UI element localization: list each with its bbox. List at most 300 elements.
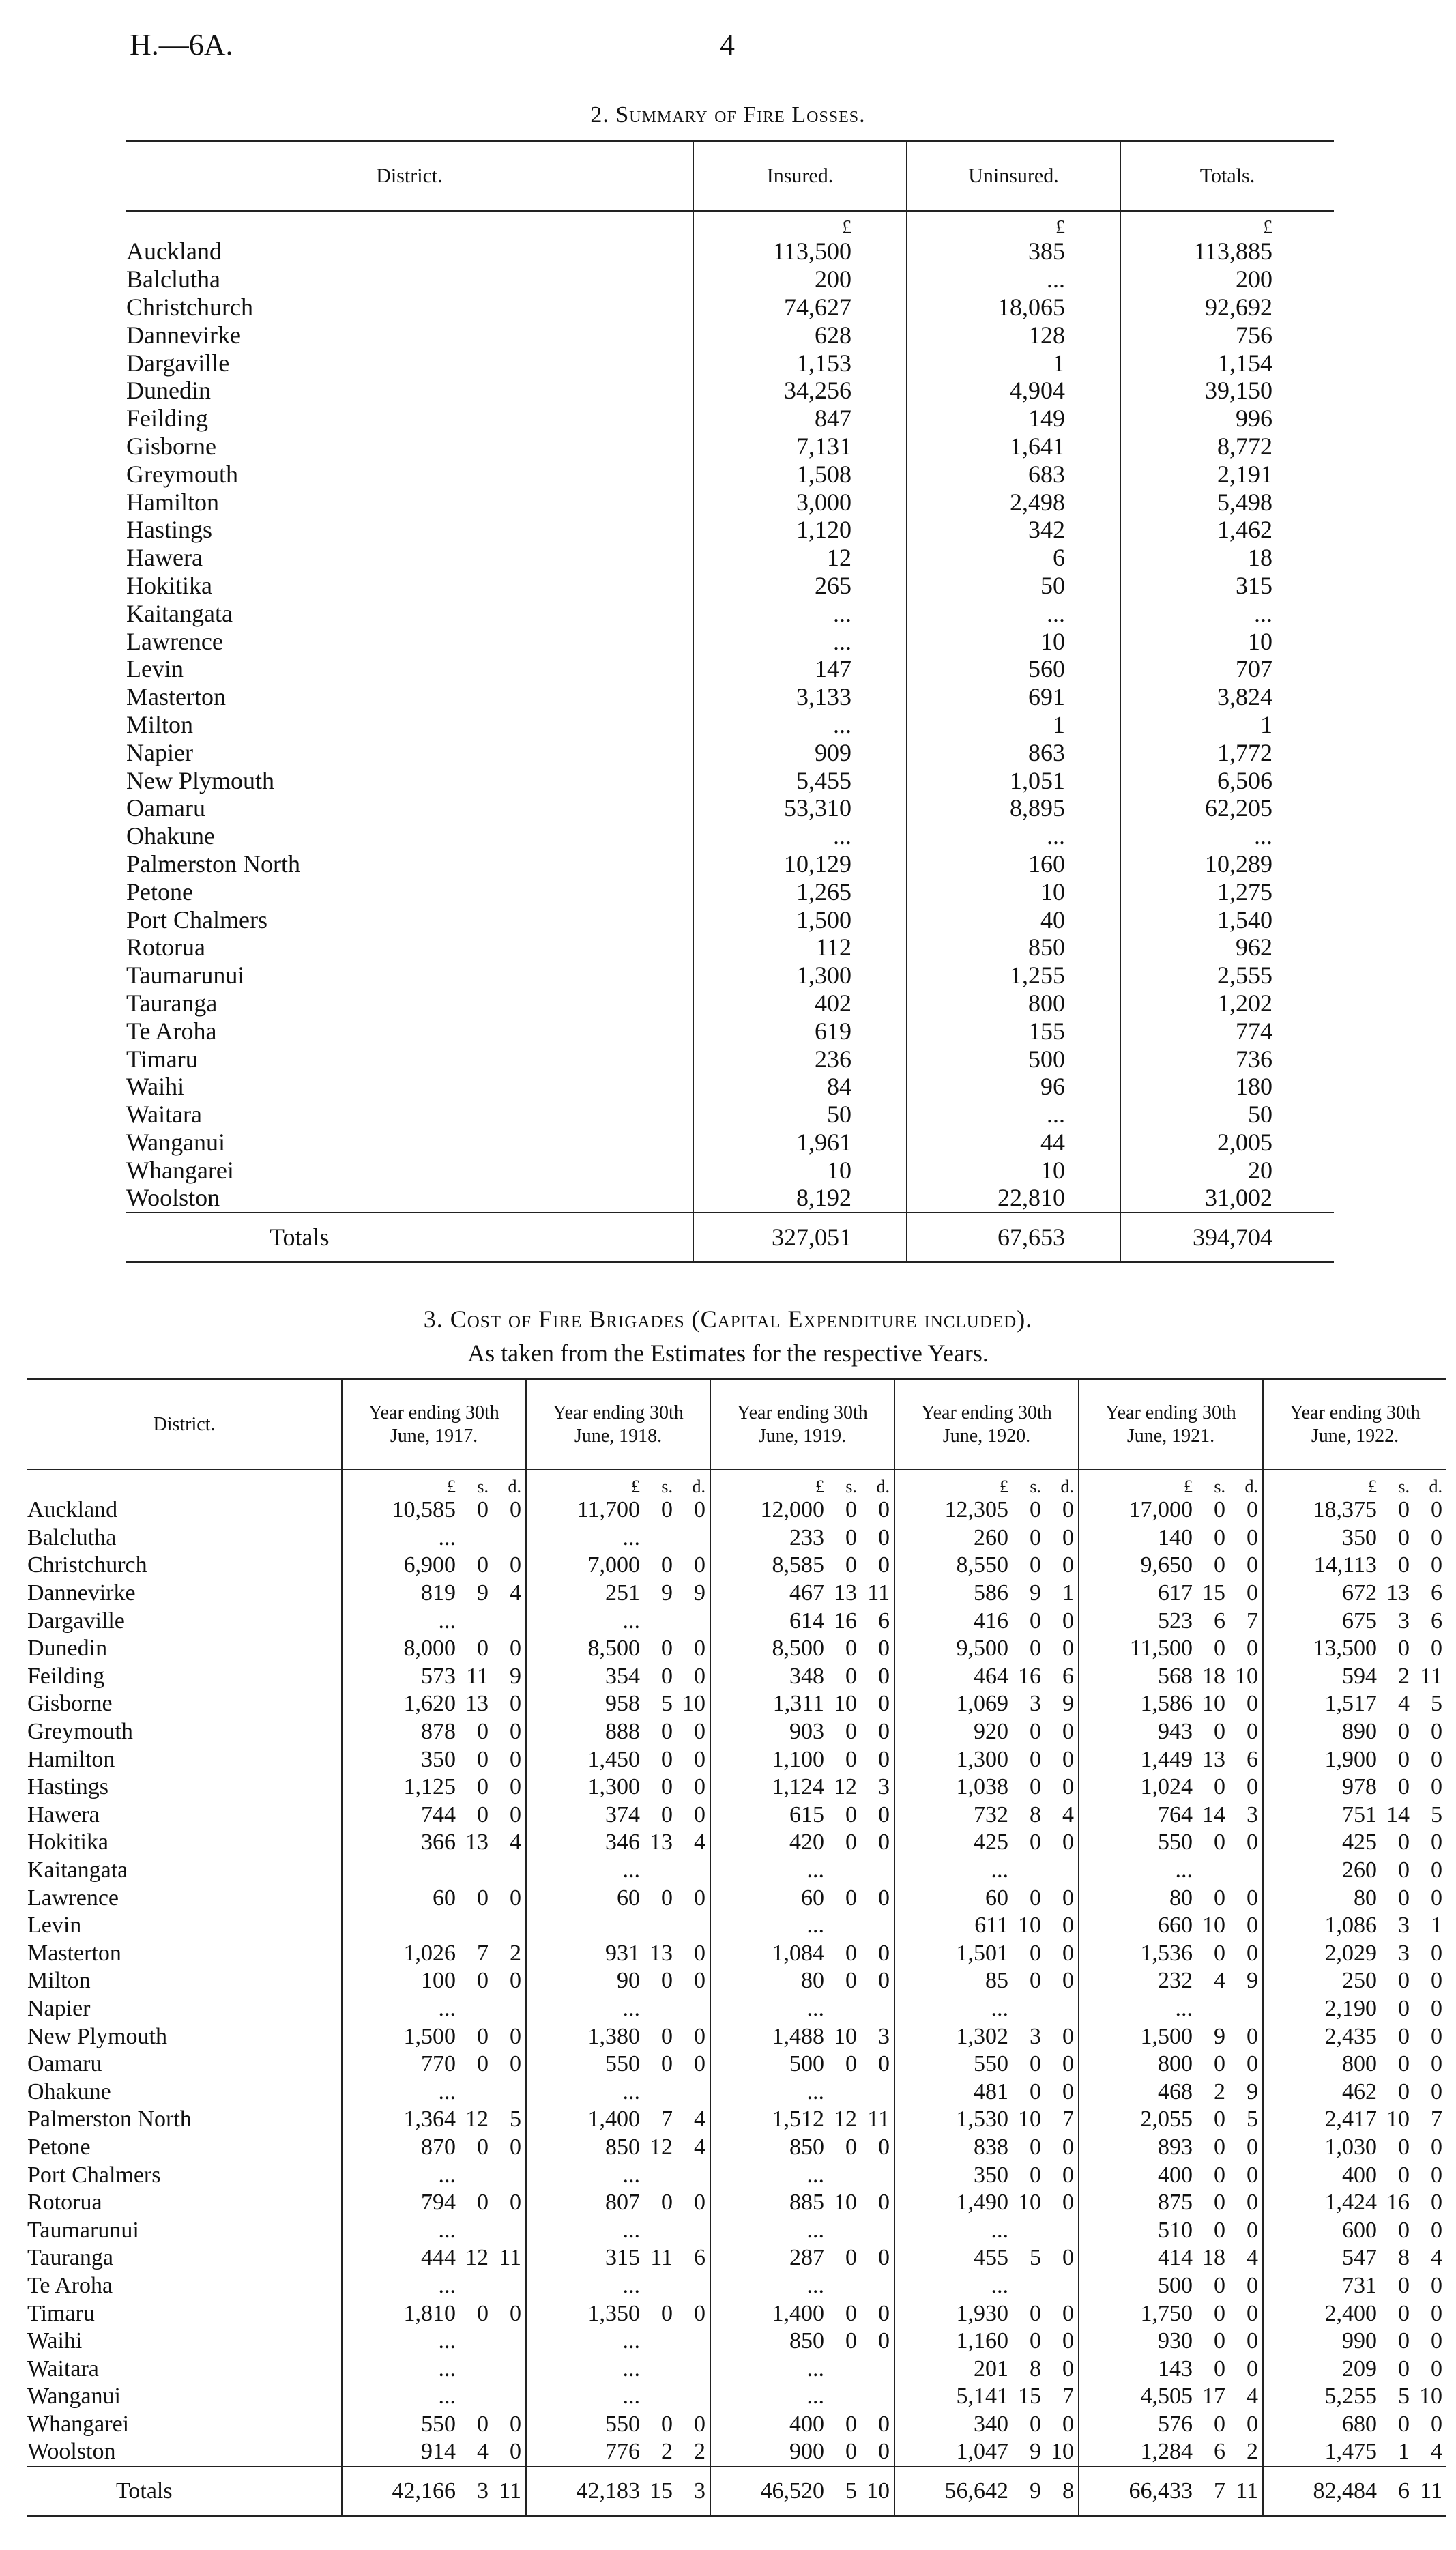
pence-cell: 0	[1062, 1829, 1074, 1855]
district-cell	[126, 961, 693, 989]
district-cell: Masterton	[27, 1940, 121, 1966]
pounds-cell: 13,500	[1263, 1635, 1377, 1663]
pounds-cell: 550	[894, 2051, 1008, 2078]
district-cell	[126, 1017, 693, 1045]
table-row	[27, 1857, 1446, 1885]
pence-cell: 1	[1062, 1580, 1074, 1606]
totals-row	[126, 1213, 1334, 1262]
pounds-cell: 455	[894, 2244, 1008, 2272]
pence-cell: 2	[510, 1940, 521, 1966]
shillings-cell: 13	[650, 1829, 673, 1855]
pounds-cell: 10,585	[342, 1496, 456, 1524]
pounds-cell: ...	[894, 1857, 1008, 1885]
pence-cell	[857, 2272, 894, 2300]
shillings-total: 15	[640, 2467, 673, 2517]
uninsured-cell: 1,641	[907, 433, 1120, 461]
district-cell	[126, 627, 693, 655]
district-name: New Plymouth	[126, 766, 275, 794]
uninsured-cell: 155	[907, 1017, 1120, 1045]
insured-cell: 265	[693, 572, 907, 600]
pence-cell	[857, 2078, 894, 2106]
pence-cell: 0	[1062, 2051, 1074, 2077]
unit-pence: d.	[692, 1477, 705, 1496]
pounds-total: 42,183	[526, 2467, 640, 2517]
shillings-cell: 0	[845, 1746, 857, 1772]
uninsured-cell: 4,904	[907, 377, 1120, 405]
district-name: Napier	[126, 738, 193, 766]
pence-cell: 0	[1431, 2217, 1442, 2243]
shillings-cell	[824, 1995, 857, 2023]
pounds-cell: ...	[342, 2161, 456, 2189]
pence-cell	[857, 2216, 894, 2244]
shillings-cell	[640, 1995, 673, 2023]
pence-cell	[673, 2078, 710, 2106]
col-district: District.	[126, 141, 693, 212]
pounds-cell: 420	[710, 1829, 824, 1857]
pounds-cell: ...	[710, 2383, 824, 2411]
pounds-cell: 914	[342, 2438, 456, 2467]
total-cell: 10	[1120, 627, 1334, 655]
insured-cell: 147	[693, 655, 907, 683]
pence-cell: 0	[878, 1663, 890, 1689]
pence-cell: 0	[1247, 1885, 1258, 1911]
col-year: Year ending 30th June, 1921.	[1079, 1380, 1263, 1470]
shillings-cell: 0	[1398, 1829, 1410, 1855]
shillings-cell: 0	[1030, 1885, 1041, 1911]
currency-label: £	[907, 211, 1120, 237]
pounds-cell: 8,000	[342, 1635, 456, 1663]
pence-cell: 7	[1062, 2384, 1074, 2409]
brigade-cost-body	[27, 1470, 1446, 2516]
shillings-cell: 0	[661, 1774, 673, 1800]
pence-cell: 9	[694, 1580, 705, 1606]
pounds-cell: 5,255	[1263, 2383, 1377, 2411]
shillings-cell	[640, 1912, 673, 1940]
pence-cell: 0	[878, 1885, 890, 1911]
pounds-cell: 8,585	[710, 1552, 824, 1580]
shillings-cell	[640, 2383, 673, 2411]
pounds-cell: 1,536	[1079, 1940, 1193, 1968]
pence-cell: 0	[878, 2300, 890, 2326]
pounds-cell: ...	[342, 1607, 456, 1635]
pounds-cell: ...	[710, 2272, 824, 2300]
pence-cell: 7	[1247, 1608, 1258, 1634]
pence-cell: 5	[1431, 1801, 1442, 1827]
district-cell: Ohakune	[27, 2078, 111, 2104]
pence-cell: 0	[878, 1940, 890, 1966]
district-name: Hokitika	[126, 571, 212, 599]
shillings-cell: 0	[1030, 1940, 1041, 1966]
insured-cell: 1,500	[693, 905, 907, 933]
shillings-cell: 11	[650, 2245, 673, 2271]
table-row	[126, 293, 1334, 321]
fire-losses-body	[126, 211, 1334, 1262]
table-row	[126, 933, 1334, 961]
district-cell: New Plymouth	[27, 2023, 167, 2049]
shillings-cell: 0	[1214, 1774, 1225, 1800]
shillings-cell	[456, 2383, 489, 2411]
totals-label: Totals	[126, 1213, 693, 1262]
district-name: Gisborne	[126, 432, 216, 460]
col-district: District.	[27, 1380, 342, 1470]
pence-cell: 4	[510, 1829, 521, 1855]
pounds-cell: 885	[710, 2189, 824, 2217]
table-row	[27, 2328, 1446, 2356]
shillings-cell: 17	[1202, 2384, 1225, 2409]
col-insured: Insured.	[693, 141, 907, 212]
total-cell: 2,191	[1120, 460, 1334, 488]
pence-cell: 0	[1431, 1636, 1442, 1662]
pence-cell: 0	[1062, 2023, 1074, 2049]
pence-cell	[673, 2383, 710, 2411]
shillings-cell: 5	[1398, 2384, 1410, 2409]
shillings-cell: 0	[1398, 1857, 1410, 1883]
uninsured-cell: 149	[907, 405, 1120, 433]
pounds-cell: ...	[710, 1995, 824, 2023]
pounds-cell: 8,500	[710, 1635, 824, 1663]
table-row	[27, 1829, 1446, 1857]
district-cell	[126, 572, 693, 600]
unit-pence: d.	[876, 1477, 890, 1496]
pence-cell: 0	[694, 2300, 705, 2326]
pence-cell: 0	[1431, 2300, 1442, 2326]
table-row	[27, 1690, 1446, 1718]
pence-cell: 0	[1431, 1885, 1442, 1911]
pounds-cell: 60	[894, 1884, 1008, 1912]
unit-pence: d.	[1060, 1477, 1074, 1496]
table-row	[126, 1129, 1334, 1157]
shillings-cell: 0	[845, 2245, 857, 2271]
district-cell: Hokitika	[27, 1829, 108, 1855]
district-cell: Petone	[27, 2134, 91, 2160]
district-cell	[126, 544, 693, 572]
table-row	[27, 1663, 1446, 1691]
shillings-cell: 0	[1398, 2162, 1410, 2188]
shillings-cell: 0	[1398, 2134, 1410, 2160]
shillings-cell	[640, 2328, 673, 2356]
shillings-cell: 0	[477, 2134, 489, 2160]
pounds-cell: ...	[342, 2328, 456, 2356]
pence-cell: 0	[1431, 1995, 1442, 2021]
shillings-cell: 13	[465, 1829, 489, 1855]
district-name: Waitara	[126, 1101, 203, 1129]
shillings-cell: 0	[661, 2300, 673, 2326]
pounds-cell: 7,000	[526, 1552, 640, 1580]
district-cell	[126, 794, 693, 822]
pence-cell: 0	[1062, 2134, 1074, 2160]
pounds-cell: 60	[526, 1884, 640, 1912]
pence-total: 11	[1225, 2467, 1263, 2517]
table-row	[27, 2161, 1446, 2189]
district-cell: Waitara	[27, 2356, 99, 2381]
shillings-cell: 10	[834, 1691, 857, 1717]
pence-cell: 0	[1247, 1497, 1258, 1523]
pounds-cell: 467	[710, 1580, 824, 1608]
shillings-cell: 1	[1398, 2439, 1410, 2465]
pounds-cell: 251	[526, 1580, 640, 1608]
shillings-cell: 0	[845, 2300, 857, 2326]
shillings-cell	[1008, 1857, 1041, 1885]
shillings-cell: 12	[650, 2134, 673, 2160]
uninsured-cell: 6	[907, 544, 1120, 572]
pence-cell: 0	[1062, 1608, 1074, 1634]
pence-cell: 0	[1247, 1691, 1258, 1717]
pounds-cell	[526, 1912, 640, 1940]
fire-losses-table	[126, 140, 1334, 1263]
shillings-cell: 9	[1214, 2023, 1225, 2049]
pence-cell: 0	[1247, 1552, 1258, 1578]
insured-cell: 50	[693, 1101, 907, 1129]
shillings-cell: 0	[661, 1497, 673, 1523]
pence-cell: 0	[1247, 1719, 1258, 1745]
pounds-cell: 850	[710, 2134, 824, 2162]
shillings-cell	[456, 2355, 489, 2383]
pence-cell: 0	[1431, 2078, 1442, 2104]
shillings-cell: 0	[661, 1663, 673, 1689]
pence-cell: 4	[510, 1580, 521, 1606]
col-uninsured: Uninsured.	[907, 141, 1120, 212]
shillings-cell: 0	[477, 2190, 489, 2216]
pounds-cell: 85	[894, 1967, 1008, 1995]
table-row	[126, 1101, 1334, 1129]
pence-cell: 0	[1062, 1913, 1074, 1939]
shillings-cell: 10	[1018, 1913, 1041, 1939]
pence-cell: 0	[878, 1968, 890, 1994]
pounds-cell: 900	[710, 2438, 824, 2467]
pence-cell: 0	[1247, 1774, 1258, 1800]
shillings-cell: 0	[1030, 1746, 1041, 1772]
pounds-cell: 1,364	[342, 2106, 456, 2134]
pence-cell: 0	[1062, 2245, 1074, 2271]
district-cell: Hawera	[27, 1801, 100, 1827]
pounds-cell: 1,030	[1263, 2134, 1377, 2162]
pence-cell: 0	[878, 1552, 890, 1578]
pounds-cell: 523	[1079, 1607, 1193, 1635]
shillings-cell: 0	[845, 2328, 857, 2354]
pence-cell: 0	[878, 1829, 890, 1855]
shillings-cell: 0	[845, 1801, 857, 1827]
pence-cell	[673, 1607, 710, 1635]
district-cell	[126, 933, 693, 961]
shillings-cell: 0	[477, 1719, 489, 1745]
pounds-cell: 464	[894, 1663, 1008, 1691]
pounds-cell: 18,375	[1263, 1496, 1377, 1524]
pence-cell	[857, 2355, 894, 2383]
shillings-cell: 0	[1398, 2217, 1410, 2243]
pence-cell: 0	[1431, 1774, 1442, 1800]
total-cell: 962	[1120, 933, 1334, 961]
totals-label: Totals	[27, 2467, 342, 2517]
shillings-cell: 0	[1398, 2051, 1410, 2077]
pence-cell: 6	[1062, 1663, 1074, 1689]
pounds-cell: 870	[342, 2134, 456, 2162]
pounds-cell: 143	[1079, 2355, 1193, 2383]
shillings-cell: 0	[1214, 2134, 1225, 2160]
district-cell	[126, 738, 693, 766]
district-name: Greymouth	[126, 460, 238, 488]
pounds-cell: ...	[710, 2161, 824, 2189]
pounds-cell: 250	[1263, 1967, 1377, 1995]
district-cell: Milton	[27, 1968, 91, 1994]
district-cell: Balclutha	[27, 1524, 117, 1550]
pence-cell: 4	[1431, 2439, 1442, 2465]
pounds-cell: ...	[526, 1607, 640, 1635]
shillings-cell: 0	[845, 1524, 857, 1550]
pounds-cell: 9,500	[894, 1635, 1008, 1663]
pounds-cell: 807	[526, 2189, 640, 2217]
shillings-cell: 0	[661, 1746, 673, 1772]
pounds-cell: 1,047	[894, 2438, 1008, 2467]
pounds-cell: 943	[1079, 1718, 1193, 1746]
district-cell	[126, 237, 693, 265]
pounds-cell: 1,488	[710, 2023, 824, 2051]
shillings-cell	[456, 2328, 489, 2356]
uninsured-cell: 18,065	[907, 293, 1120, 321]
pounds-cell: ...	[342, 2216, 456, 2244]
pence-cell: 0	[1247, 2272, 1258, 2298]
pence-cell: 0	[1247, 2411, 1258, 2437]
pounds-cell: 600	[1263, 2216, 1377, 2244]
district-cell: Palmerston North	[27, 2106, 192, 2132]
district-name: Balclutha	[126, 265, 220, 293]
shillings-cell: 0	[661, 1719, 673, 1745]
unit-shillings: s.	[1398, 1477, 1410, 1496]
shillings-cell: 0	[661, 1801, 673, 1827]
shillings-cell: 0	[1030, 1774, 1041, 1800]
insured-cell: 74,627	[693, 293, 907, 321]
table-row	[27, 1552, 1446, 1580]
shillings-cell: 13	[1202, 1746, 1225, 1772]
pounds-cell: 1,086	[1263, 1912, 1377, 1940]
table-row	[126, 878, 1334, 905]
pence-cell: 0	[1247, 1636, 1258, 1662]
table-row	[27, 2078, 1446, 2106]
pounds-cell: 1,300	[894, 1745, 1008, 1773]
pounds-cell: 1,069	[894, 1690, 1008, 1718]
insured-cell: 402	[693, 989, 907, 1017]
pence-cell: 0	[878, 1719, 890, 1745]
pounds-cell: 819	[342, 1580, 456, 1608]
table-row	[27, 1524, 1446, 1552]
pence-cell	[857, 1857, 894, 1885]
shillings-cell	[1008, 2272, 1041, 2300]
table-row	[126, 460, 1334, 488]
table-row	[126, 850, 1334, 878]
pence-cell: 0	[1247, 2300, 1258, 2326]
pence-cell: 0	[1431, 1524, 1442, 1550]
pounds-cell: 140	[1079, 1524, 1193, 1552]
pounds-cell: 990	[1263, 2328, 1377, 2356]
district-cell: Waihi	[27, 2328, 83, 2354]
table-row	[126, 405, 1334, 433]
district-name: Dunedin	[126, 377, 211, 405]
total-cell: 200	[1120, 265, 1334, 293]
district-name: Timaru	[126, 1045, 198, 1073]
shillings-cell: 0	[1214, 1497, 1225, 1523]
pence-cell	[1041, 2216, 1079, 2244]
pounds-cell: 1,024	[1079, 1773, 1193, 1801]
table-row	[27, 2272, 1446, 2300]
pence-cell: 7	[1431, 2106, 1442, 2132]
shillings-cell: 0	[1214, 2356, 1225, 2381]
district-name: Dannevirke	[126, 321, 241, 349]
table-row	[27, 1940, 1446, 1968]
pence-cell	[857, 2161, 894, 2189]
district-name: Petone	[126, 878, 193, 905]
pence-cell: 0	[1431, 1968, 1442, 1994]
table-row	[126, 1045, 1334, 1073]
pence-cell: 1	[1431, 1913, 1442, 1939]
insured-cell: 1,120	[693, 516, 907, 544]
pence-cell	[489, 2078, 526, 2106]
pence-cell: 0	[694, 1719, 705, 1745]
pounds-cell: 614	[710, 1607, 824, 1635]
shillings-cell: 3	[1398, 1913, 1410, 1939]
unit-pence: d.	[1244, 1477, 1258, 1496]
shillings-cell: 12	[465, 2245, 489, 2271]
pounds-cell: 958	[526, 1690, 640, 1718]
district-cell	[126, 683, 693, 711]
table-row	[27, 2023, 1446, 2051]
district-cell	[126, 405, 693, 433]
total-cell: 1,462	[1120, 516, 1334, 544]
unit-shillings: s.	[477, 1477, 489, 1496]
pounds-cell: 586	[894, 1580, 1008, 1608]
pence-cell: 11	[1420, 1663, 1442, 1689]
shillings-cell: 7	[661, 2106, 673, 2132]
pounds-cell: 500	[710, 2051, 824, 2078]
district-cell	[126, 433, 693, 461]
uninsured-cell: 1,051	[907, 766, 1120, 794]
shillings-cell: 0	[661, 1885, 673, 1911]
pence-cell	[857, 1912, 894, 1940]
pence-cell: 11	[867, 1580, 890, 1606]
pounds-cell: 400	[1079, 2161, 1193, 2189]
district-cell	[126, 460, 693, 488]
shillings-cell: 3	[1398, 1608, 1410, 1634]
currency-label: £	[1120, 211, 1334, 237]
insured-cell: ...	[693, 599, 907, 627]
district-cell: Dargaville	[27, 1608, 125, 1634]
table-row	[27, 2216, 1446, 2244]
pence-cell	[857, 1995, 894, 2023]
pounds-cell: 1,124	[710, 1773, 824, 1801]
pence-cell	[489, 1524, 526, 1552]
table-row	[27, 1607, 1446, 1635]
table-row	[27, 2189, 1446, 2217]
shillings-cell: 7	[477, 1940, 489, 1966]
pounds-cell: 1,026	[342, 1940, 456, 1968]
pounds-cell: 60	[342, 1884, 456, 1912]
total-cell: 18	[1120, 544, 1334, 572]
pounds-cell: 850	[710, 2328, 824, 2356]
district-name: Wanganui	[126, 1128, 226, 1156]
shillings-cell: 0	[845, 1552, 857, 1578]
pence-cell	[1225, 1995, 1263, 2023]
insured-total: 327,051	[693, 1213, 907, 1262]
table-row	[126, 237, 1334, 265]
district-name: Tauranga	[126, 989, 218, 1017]
shillings-cell: 0	[661, 2023, 673, 2049]
district-name: Dargaville	[126, 349, 230, 377]
pounds-cell: 550	[1079, 1829, 1193, 1857]
pounds-cell: 350	[894, 2161, 1008, 2189]
shillings-cell: 0	[1214, 1524, 1225, 1550]
district-cell: Dannevirke	[27, 1580, 136, 1606]
uninsured-cell: 128	[907, 321, 1120, 349]
shillings-cell: 13	[834, 1580, 857, 1606]
pence-total: 10	[857, 2467, 894, 2517]
